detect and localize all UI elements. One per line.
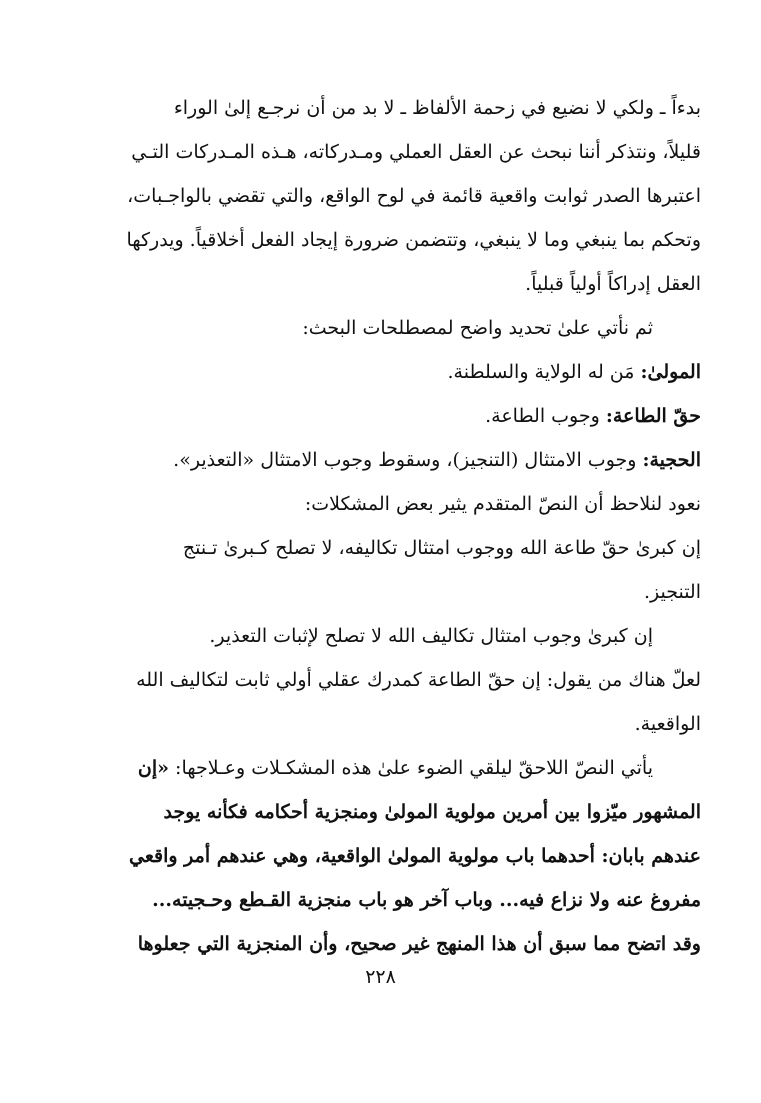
term-label: المولىٰ: xyxy=(640,361,701,383)
problem-1-line: التنجيز. xyxy=(643,581,701,603)
term-definition: وجوب الطاعة. xyxy=(485,405,606,427)
paragraph-line: العقل إدراكاً أولياً قبلياً. xyxy=(525,273,701,295)
problem-2: إن كبرىٰ وجوب امتثال تكاليف الله لا تصلح لإثبات التعذير. xyxy=(209,625,653,647)
problem-1-line: إن كبرىٰ حقّ طاعة الله ووجوب امتثال تكاليفه، لا تصلح كـبرىٰ تـنتج xyxy=(182,537,701,559)
quote-intro: يأتي النصّ اللاحقّ ليلقي الضوء علىٰ هذه المشكـلات وعـلاجها: xyxy=(169,757,653,779)
term-definition: مَن له الولاية والسلطنة. xyxy=(447,361,641,383)
paragraph-line: قليلاً، ونتذكر أننا نبحث عن العقل العملي ومـدركاته، هـذه المـدركات التـي xyxy=(131,141,701,163)
quote-opening: «إن xyxy=(137,757,169,779)
term-label: حقّ الطاعة: xyxy=(605,405,701,427)
problem-3-line: لعلّ هناك من يقول: إن حقّ الطاعة كمدرك عقلي أولي ثابت لتكاليف الله xyxy=(136,669,701,691)
quote-line: مفروغ عنه ولا نزاع فيه... وباب آخر هو باب منجزية القـطع وحـجيته... xyxy=(152,889,701,911)
problem-3-line: الواقعية. xyxy=(634,713,701,735)
term-label: الحجية: xyxy=(642,449,701,471)
quote-line: المشهور ميّزوا بين أمرين مولوية المولىٰ ومنجزية أحكامه فكأنه يوجد xyxy=(163,801,701,823)
definition-hujjiya xyxy=(58,438,701,482)
quote-line: عندهم بابان: أحدهما باب مولوية المولىٰ الواقعية، وهي عندهم أمر واقعي xyxy=(129,845,701,867)
quote-intro-line xyxy=(58,746,701,790)
problems-intro: نعود لنلاحظ أن النصّ المتقدم يثير بعض المشكلات: xyxy=(304,493,701,515)
paragraph-line: بدءاً ـ ولكي لا نضيع في زحمة الألفاظ ـ لا بد من أن نرجـع إلىٰ الوراء xyxy=(173,97,701,119)
quote-line: وقد اتضح مما سبق أن هذا المنهج غير صحيح، وأن المنجزية التي جعلوها xyxy=(137,933,701,955)
definition-mawla xyxy=(58,350,701,394)
body-text xyxy=(58,86,701,966)
terms-intro: ثم نأتي علىٰ تحديد واضح لمصطلحات البحث: xyxy=(302,317,653,339)
definition-haq-altaa xyxy=(58,394,701,438)
page-number: ٢٢٨ xyxy=(365,966,396,988)
paragraph-line: اعتبرها الصدر ثوابت واقعية قائمة في لوح الواقع، والتي تقضي بالواجـبات، xyxy=(127,185,701,207)
paragraph-line: وتحكم بما ينبغي وما لا ينبغي، وتتضمن ضرورة إيجاد الفعل أخلاقياً. ويدركها xyxy=(126,229,701,251)
term-definition: وجوب الامتثال (التنجيز)، وسقوط وجوب الامتثال «التعذير». xyxy=(173,449,643,471)
